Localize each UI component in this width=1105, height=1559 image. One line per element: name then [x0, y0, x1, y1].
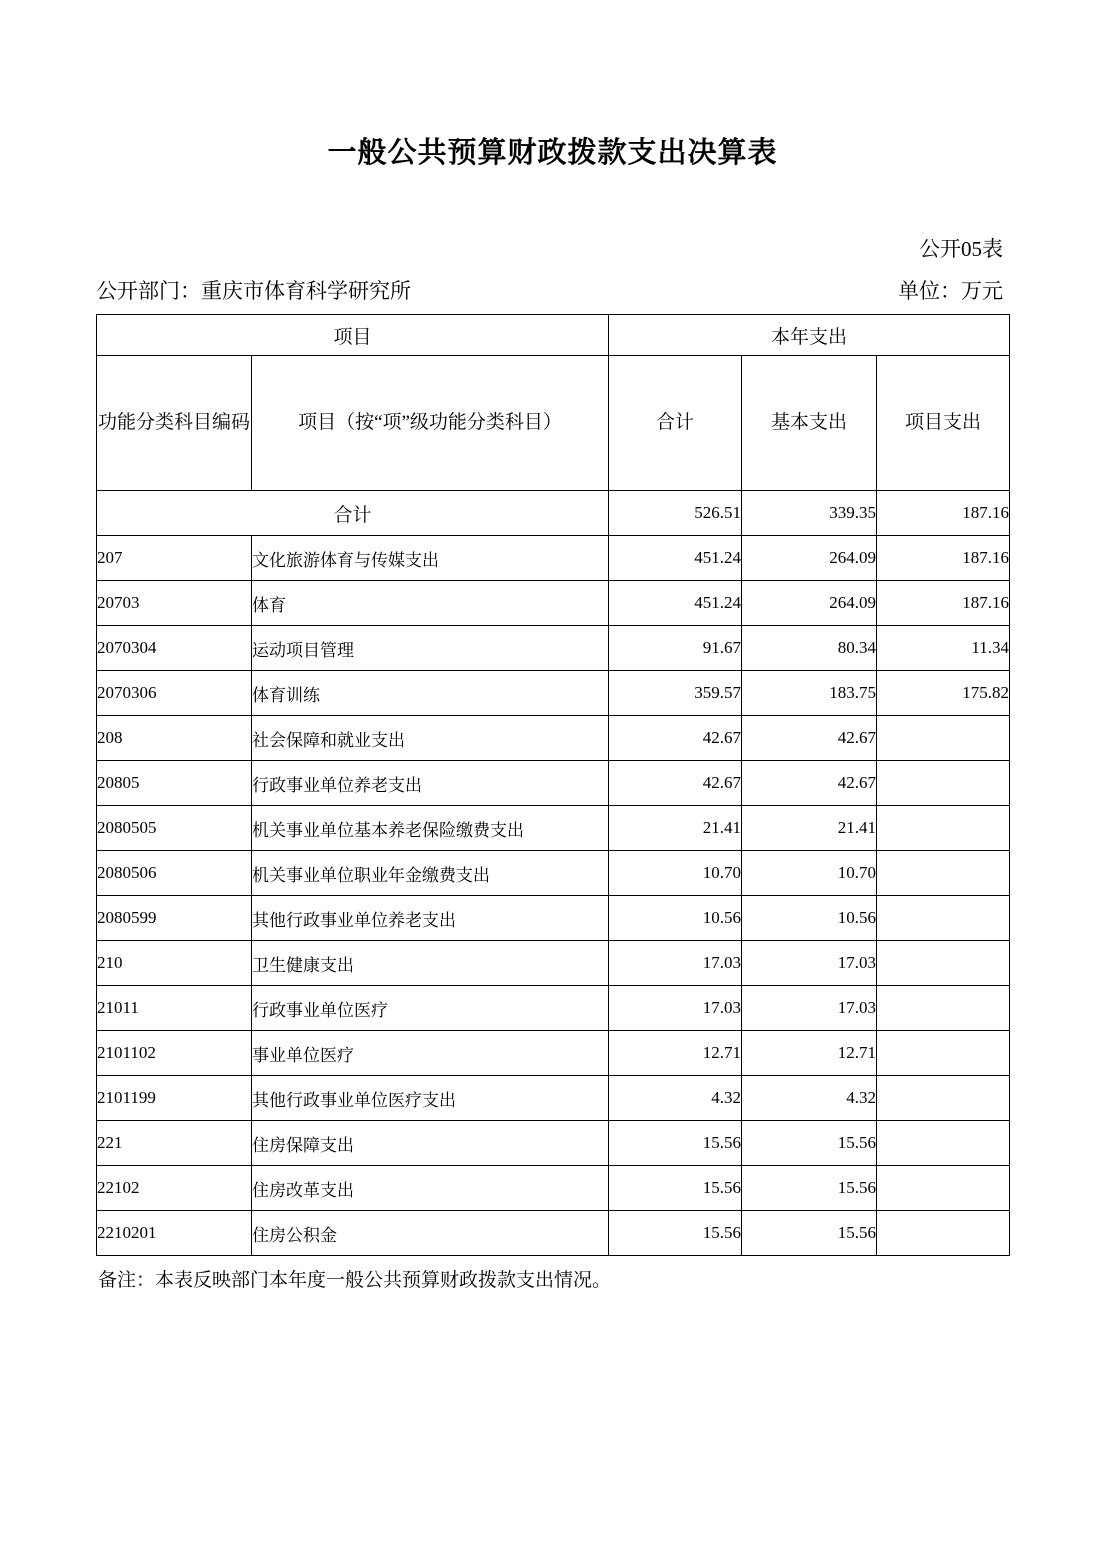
row-name: 行政事业单位养老支出 [252, 761, 609, 806]
row-name: 运动项目管理 [252, 626, 609, 671]
document-page [0, 130, 1105, 1559]
row-name: 住房改革支出 [252, 1166, 609, 1211]
row-project [877, 1076, 1010, 1121]
row-project: 187.16 [877, 581, 1010, 626]
table-row [97, 761, 1010, 806]
row-basic: 80.34 [742, 626, 877, 671]
row-basic: 21.41 [742, 806, 877, 851]
table-row-total [97, 491, 1010, 536]
row-basic: 15.56 [742, 1121, 877, 1166]
row-code: 2080505 [97, 806, 252, 851]
row-total: 451.24 [609, 581, 742, 626]
row-project [877, 761, 1010, 806]
row-total: 10.56 [609, 896, 742, 941]
row-code: 2101102 [97, 1031, 252, 1076]
table-row [97, 1076, 1010, 1121]
header-col-name: 项目（按“项”级功能分类科目） [252, 356, 609, 491]
row-basic: 17.03 [742, 941, 877, 986]
row-project: 175.82 [877, 671, 1010, 716]
table-row [97, 986, 1010, 1031]
row-project [877, 941, 1010, 986]
header-col-basic: 基本支出 [742, 356, 877, 491]
unit-label: 单位：万元 [898, 279, 1003, 303]
row-name: 机关事业单位职业年金缴费支出 [252, 851, 609, 896]
row-code: 2210201 [97, 1211, 252, 1256]
row-code: 20703 [97, 581, 252, 626]
budget-table [96, 314, 1010, 1256]
row-total: 15.56 [609, 1166, 742, 1211]
row-total: 15.56 [609, 1211, 742, 1256]
row-project [877, 1031, 1010, 1076]
row-code: 2070304 [97, 626, 252, 671]
row-code: 208 [97, 716, 252, 761]
row-basic: 264.09 [742, 536, 877, 581]
row-basic: 10.70 [742, 851, 877, 896]
table-header-row [97, 356, 1010, 491]
row-basic: 4.32 [742, 1076, 877, 1121]
table-row [97, 941, 1010, 986]
row-basic: 183.75 [742, 671, 877, 716]
row-total: 91.67 [609, 626, 742, 671]
table-note: 备注：本表反映部门本年度一般公共预算财政拨款支出情况。 [98, 1270, 612, 1291]
row-name: 行政事业单位医疗 [252, 986, 609, 1031]
row-basic: 15.56 [742, 1166, 877, 1211]
row-project [877, 986, 1010, 1031]
department-label: 公开部门：重庆市体育科学研究所 [96, 279, 411, 303]
row-name: 住房保障支出 [252, 1121, 609, 1166]
row-basic: 264.09 [742, 581, 877, 626]
row-name: 机关事业单位基本养老保险缴费支出 [252, 806, 609, 851]
table-row [97, 806, 1010, 851]
meta-row [96, 275, 1009, 305]
total-row-basic: 339.35 [742, 491, 877, 536]
header-col-total: 合计 [609, 356, 742, 491]
row-total: 17.03 [609, 941, 742, 986]
row-code: 21011 [97, 986, 252, 1031]
row-name: 其他行政事业单位医疗支出 [252, 1076, 609, 1121]
row-basic: 15.56 [742, 1211, 877, 1256]
row-project: 187.16 [877, 536, 1010, 581]
total-row-project: 187.16 [877, 491, 1010, 536]
row-name: 住房公积金 [252, 1211, 609, 1256]
table-row [97, 896, 1010, 941]
row-name: 其他行政事业单位养老支出 [252, 896, 609, 941]
table-row [97, 716, 1010, 761]
row-project [877, 716, 1010, 761]
row-total: 451.24 [609, 536, 742, 581]
table-row [97, 1211, 1010, 1256]
row-total: 42.67 [609, 716, 742, 761]
header-group-item: 项目 [97, 315, 609, 356]
row-project [877, 851, 1010, 896]
row-basic: 42.67 [742, 761, 877, 806]
row-total: 21.41 [609, 806, 742, 851]
row-total: 15.56 [609, 1121, 742, 1166]
row-project [877, 896, 1010, 941]
row-code: 2070306 [97, 671, 252, 716]
row-code: 2080506 [97, 851, 252, 896]
table-row [97, 581, 1010, 626]
table-row [97, 536, 1010, 581]
row-code: 207 [97, 536, 252, 581]
row-total: 12.71 [609, 1031, 742, 1076]
row-name: 卫生健康支出 [252, 941, 609, 986]
row-name: 事业单位医疗 [252, 1031, 609, 1076]
row-basic: 17.03 [742, 986, 877, 1031]
row-total: 17.03 [609, 986, 742, 1031]
row-name: 文化旅游体育与传媒支出 [252, 536, 609, 581]
row-total: 4.32 [609, 1076, 742, 1121]
table-header-group-row [97, 315, 1010, 356]
row-code: 221 [97, 1121, 252, 1166]
total-row-label: 合计 [97, 491, 609, 536]
row-project [877, 1166, 1010, 1211]
row-code: 2101199 [97, 1076, 252, 1121]
row-name: 体育训练 [252, 671, 609, 716]
header-col-code: 功能分类科目编码 [97, 356, 252, 491]
row-project [877, 806, 1010, 851]
page-title: 一般公共预算财政拨款支出决算表 [327, 137, 778, 169]
row-total: 10.70 [609, 851, 742, 896]
row-name: 社会保障和就业支出 [252, 716, 609, 761]
table-row [97, 1166, 1010, 1211]
header-col-project: 项目支出 [877, 356, 1010, 491]
row-total: 42.67 [609, 761, 742, 806]
header-group-expenditure: 本年支出 [609, 315, 1010, 356]
row-code: 22102 [97, 1166, 252, 1211]
row-name: 体育 [252, 581, 609, 626]
row-basic: 10.56 [742, 896, 877, 941]
table-row [97, 1031, 1010, 1076]
row-code: 210 [97, 941, 252, 986]
row-total: 359.57 [609, 671, 742, 716]
sheet-number: 公开05表 [919, 237, 1003, 261]
row-project [877, 1211, 1010, 1256]
row-basic: 12.71 [742, 1031, 877, 1076]
row-code: 20805 [97, 761, 252, 806]
table-row [97, 671, 1010, 716]
row-basic: 42.67 [742, 716, 877, 761]
table-row [97, 626, 1010, 671]
table-row [97, 851, 1010, 896]
row-project [877, 1121, 1010, 1166]
row-project: 11.34 [877, 626, 1010, 671]
row-code: 2080599 [97, 896, 252, 941]
total-row-total: 526.51 [609, 491, 742, 536]
table-row [97, 1121, 1010, 1166]
